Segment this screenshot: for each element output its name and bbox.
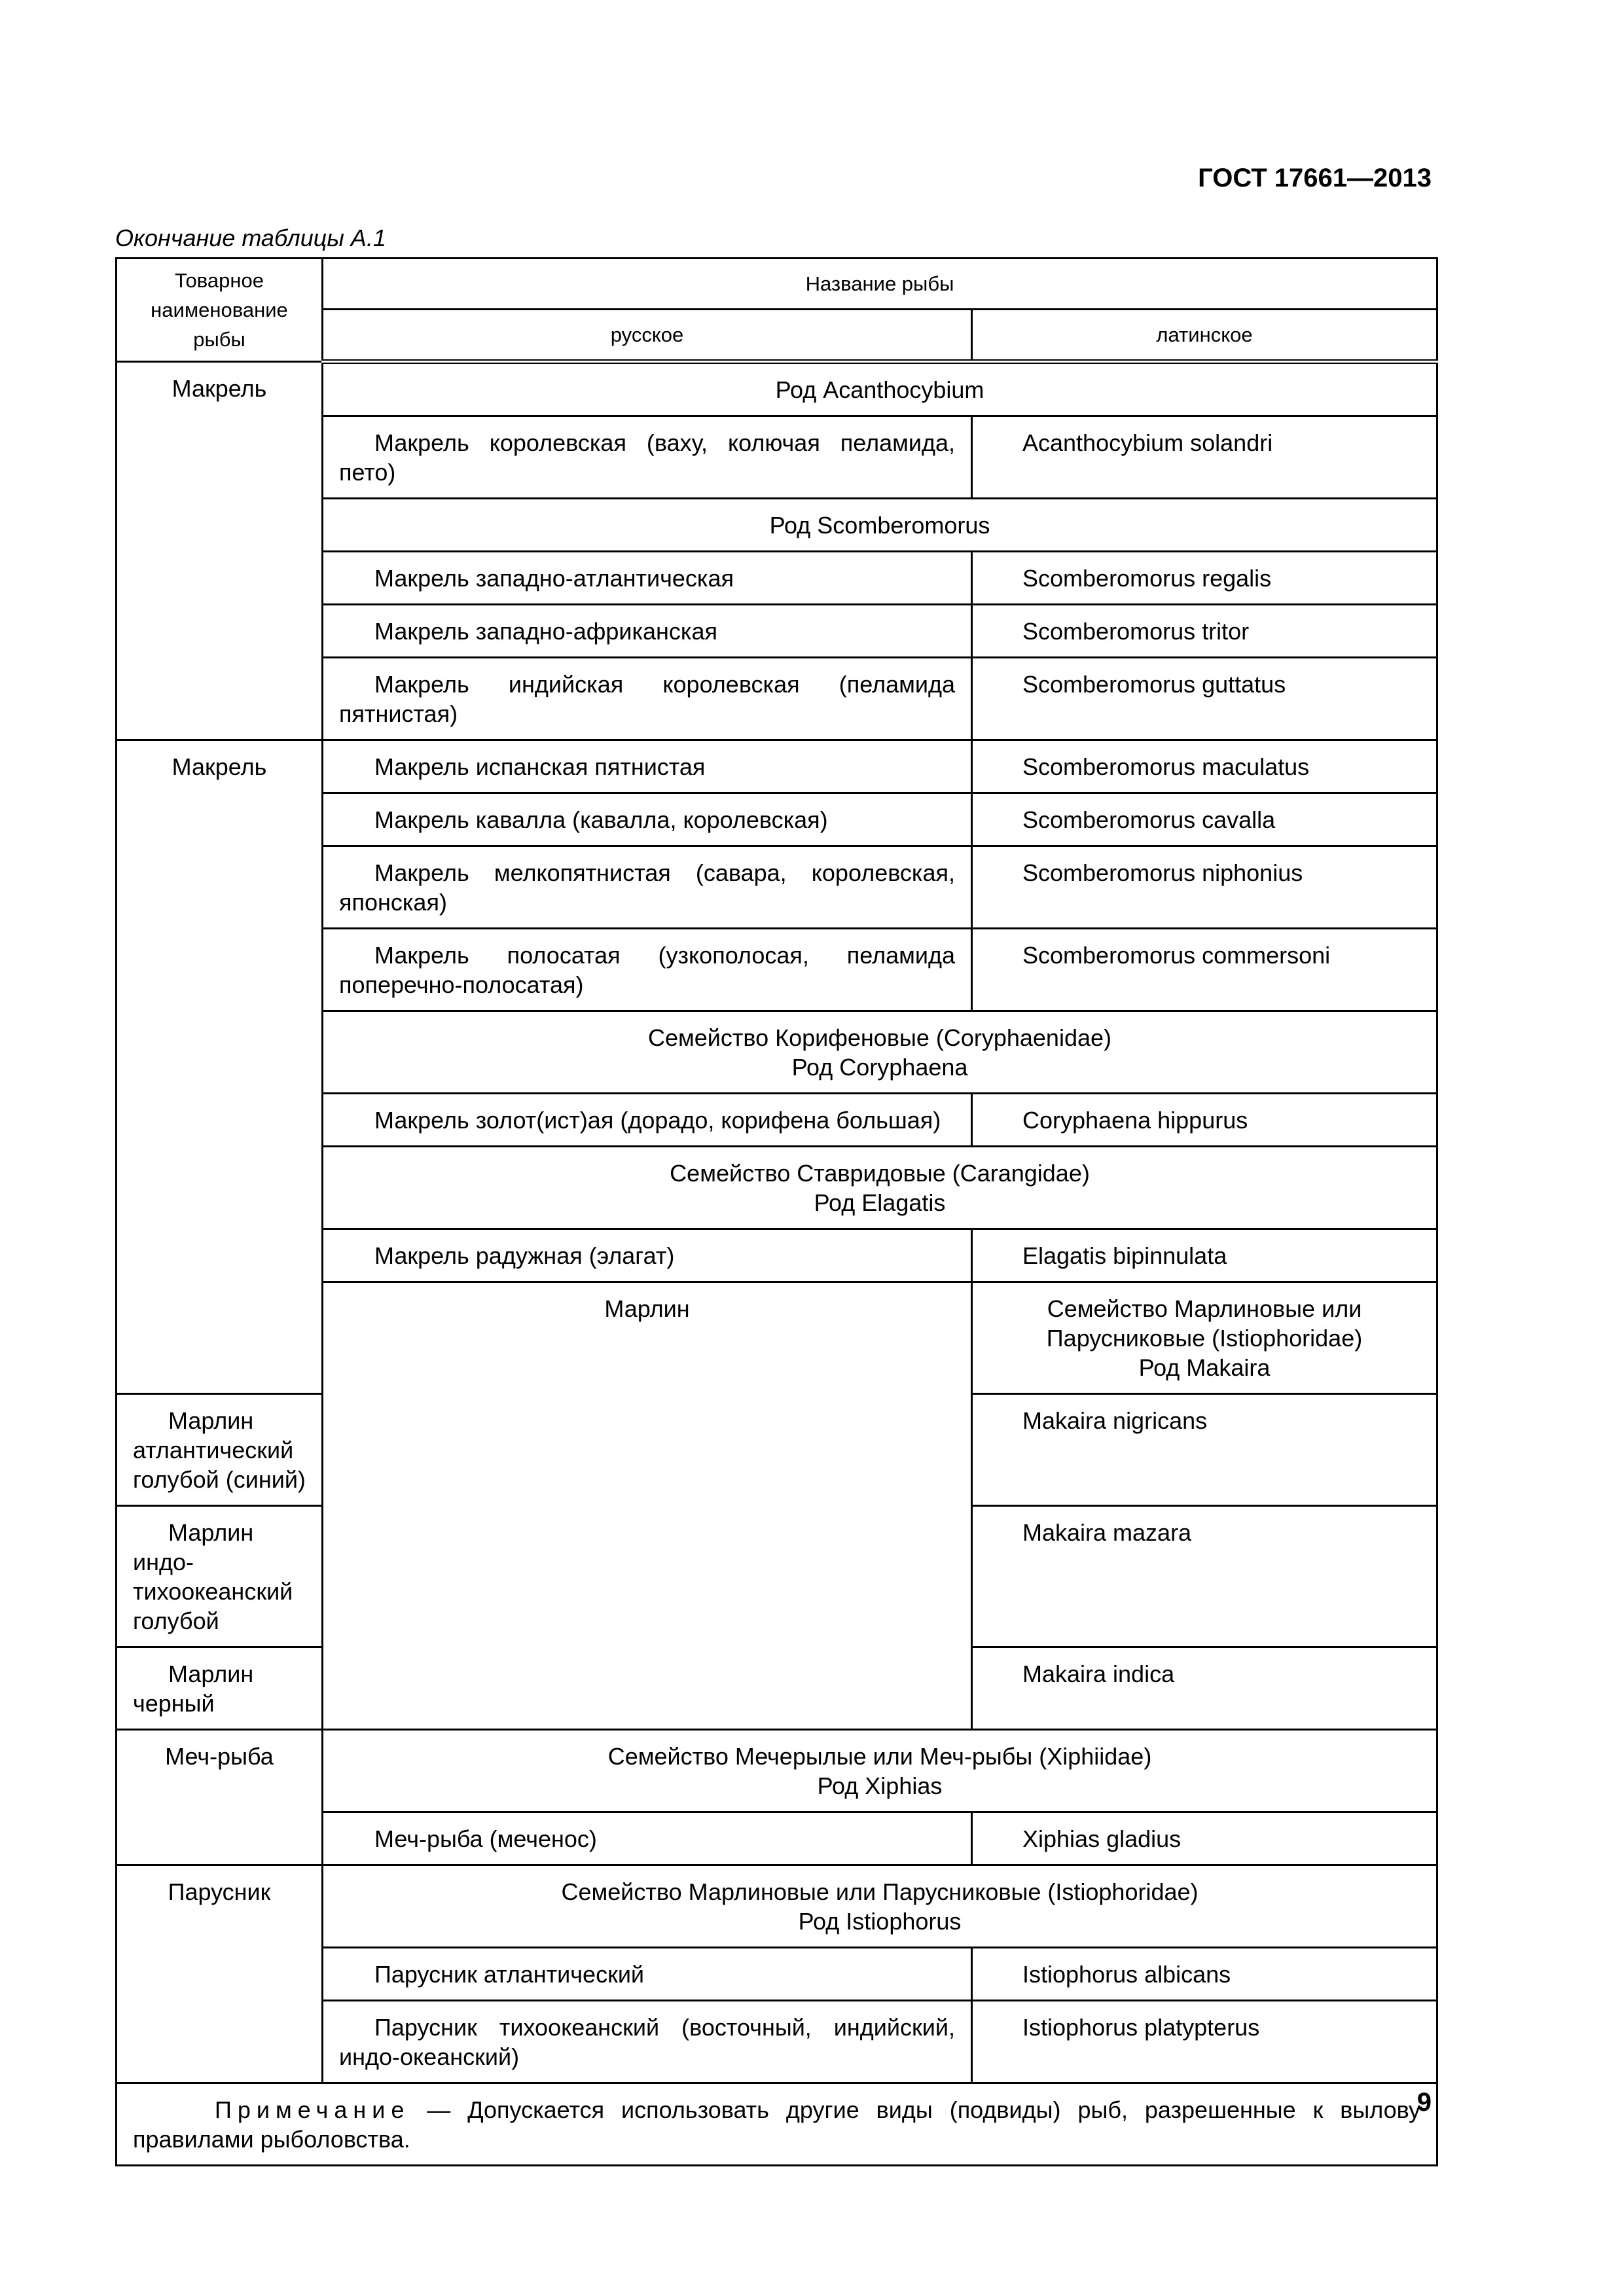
taxon-group-cell bbox=[323, 1730, 1437, 1812]
header-fish-name: Название рыбы bbox=[323, 259, 1437, 310]
latin-name-cell: Scomberomorus maculatus bbox=[972, 740, 1437, 793]
latin-name-cell: Scomberomorus tritor bbox=[972, 605, 1437, 658]
table-row bbox=[117, 362, 1437, 416]
russian-name-cell: Меч-рыба (меченос) bbox=[323, 1812, 972, 1865]
table-row bbox=[117, 1730, 1437, 1812]
table-row bbox=[117, 1865, 1437, 1948]
russian-name-cell: Макрель кавалла (кавалла, королевская) bbox=[323, 793, 972, 846]
russian-name-cell: Макрель испанская пятнистая bbox=[323, 740, 972, 793]
russian-name-cell: Парусник атлантический bbox=[323, 1948, 972, 2001]
family-name: Семейство Мечерылые или Меч-рыбы (Xiphiidae) bbox=[607, 1743, 1152, 1770]
russian-name-cell: Макрель радужная (элагат) bbox=[323, 1229, 972, 1282]
latin-name-cell: Coryphaena hippurus bbox=[972, 1094, 1437, 1147]
latin-name-cell: Makaira nigricans bbox=[972, 1394, 1437, 1506]
russian-name-cell: Макрель западно-атлантическая bbox=[323, 552, 972, 605]
latin-name-cell: Xiphias gladius bbox=[972, 1812, 1437, 1865]
taxon-group-cell bbox=[323, 1147, 1437, 1229]
latin-name-cell: Elagatis bipinnulata bbox=[972, 1229, 1437, 1282]
trade-name-cell: Макрель bbox=[117, 362, 323, 740]
table-caption: Окончание таблицы А.1 bbox=[115, 224, 386, 251]
note-text: — Допускается использовать другие виды (подвиды) рыб, разрешенные к вылову правилами рыболовства. bbox=[133, 2096, 1421, 2153]
genus-name: Род Istiophorus bbox=[798, 1908, 962, 1935]
trade-name-cell: Парусник bbox=[117, 1865, 323, 2083]
latin-name-cell: Scomberomorus guttatus bbox=[972, 658, 1437, 740]
latin-name-cell: Istiophorus albicans bbox=[972, 1948, 1437, 2001]
fish-names-table bbox=[115, 257, 1438, 2166]
taxon-group-cell: Род Scomberomorus bbox=[323, 499, 1437, 552]
taxon-group-cell bbox=[323, 1865, 1437, 1948]
taxon-group-cell bbox=[972, 1282, 1437, 1394]
table-row bbox=[117, 740, 1437, 793]
latin-name-cell: Scomberomorus commersoni bbox=[972, 929, 1437, 1011]
trade-name-cell: Макрель bbox=[117, 740, 323, 1394]
latin-name-cell: Scomberomorus regalis bbox=[972, 552, 1437, 605]
trade-name-cell: Меч-рыба bbox=[117, 1730, 323, 1865]
table-note-row bbox=[117, 2083, 1437, 2166]
table-note bbox=[117, 2083, 1437, 2166]
russian-name-cell: Макрель полосатая (узкополосая, пеламида поперечно-полосатая) bbox=[323, 929, 972, 1011]
genus-name: Род Xiphias bbox=[817, 1772, 943, 1799]
table-header-row bbox=[117, 259, 1437, 310]
latin-name-cell: Scomberomorus niphonius bbox=[972, 846, 1437, 929]
russian-name-cell: Макрель золот(ист)ая (дорадо, корифена большая) bbox=[323, 1094, 972, 1147]
latin-name-cell: Makaira mazara bbox=[972, 1506, 1437, 1647]
latin-name-cell: Acanthocybium solandri bbox=[972, 416, 1437, 499]
header-latin: латинское bbox=[972, 309, 1437, 361]
russian-name-cell: Парусник тихоокеанский (восточный, индийский, индо-океанский) bbox=[323, 2001, 972, 2083]
header-russian: русское bbox=[323, 309, 972, 361]
trade-name-cell: Марлин bbox=[323, 1282, 972, 1730]
family-name: Семейство Ставридовые (Carangidae) bbox=[670, 1160, 1090, 1187]
latin-name-cell: Scomberomorus cavalla bbox=[972, 793, 1437, 846]
russian-name-cell: Макрель мелкопятнистая (савара, королевская, японская) bbox=[323, 846, 972, 929]
russian-name-cell: Марлин атлантический голубой (синий) bbox=[117, 1394, 323, 1506]
page-number: 9 bbox=[1416, 2088, 1432, 2117]
russian-name-cell: Марлин черный bbox=[117, 1647, 323, 1730]
document-code: ГОСТ 17661—2013 bbox=[1198, 164, 1432, 192]
family-name: Семейство Марлиновые или Парусниковые (Istiophoridae) bbox=[561, 1878, 1199, 1905]
genus-name: Род Elagatis bbox=[814, 1189, 946, 1216]
taxon-group-cell bbox=[323, 1011, 1437, 1094]
taxon-group-cell: Род Acanthocybium bbox=[323, 362, 1437, 416]
family-name: Семейство Марлиновые или Парусниковые (Istiophoridae) bbox=[1046, 1295, 1363, 1352]
russian-name-cell: Марлин индо-тихоокеанский голубой bbox=[117, 1506, 323, 1647]
family-name: Семейство Корифеновые (Coryphaenidae) bbox=[648, 1024, 1111, 1051]
latin-name-cell: Makaira indica bbox=[972, 1647, 1437, 1730]
genus-name: Род Coryphaena bbox=[791, 1054, 968, 1081]
genus-name: Род Makaira bbox=[1138, 1354, 1271, 1381]
russian-name-cell: Макрель западно-африканская bbox=[323, 605, 972, 658]
russian-name-cell: Макрель королевская (ваху, колючая пеламида, пето) bbox=[323, 416, 972, 499]
header-trade-name: Товарное наименование рыбы bbox=[117, 259, 323, 362]
latin-name-cell: Istiophorus platypterus bbox=[972, 2001, 1437, 2083]
russian-name-cell: Макрель индийская королевская (пеламида пятнистая) bbox=[323, 658, 972, 740]
note-label: Примечание bbox=[215, 2096, 410, 2123]
